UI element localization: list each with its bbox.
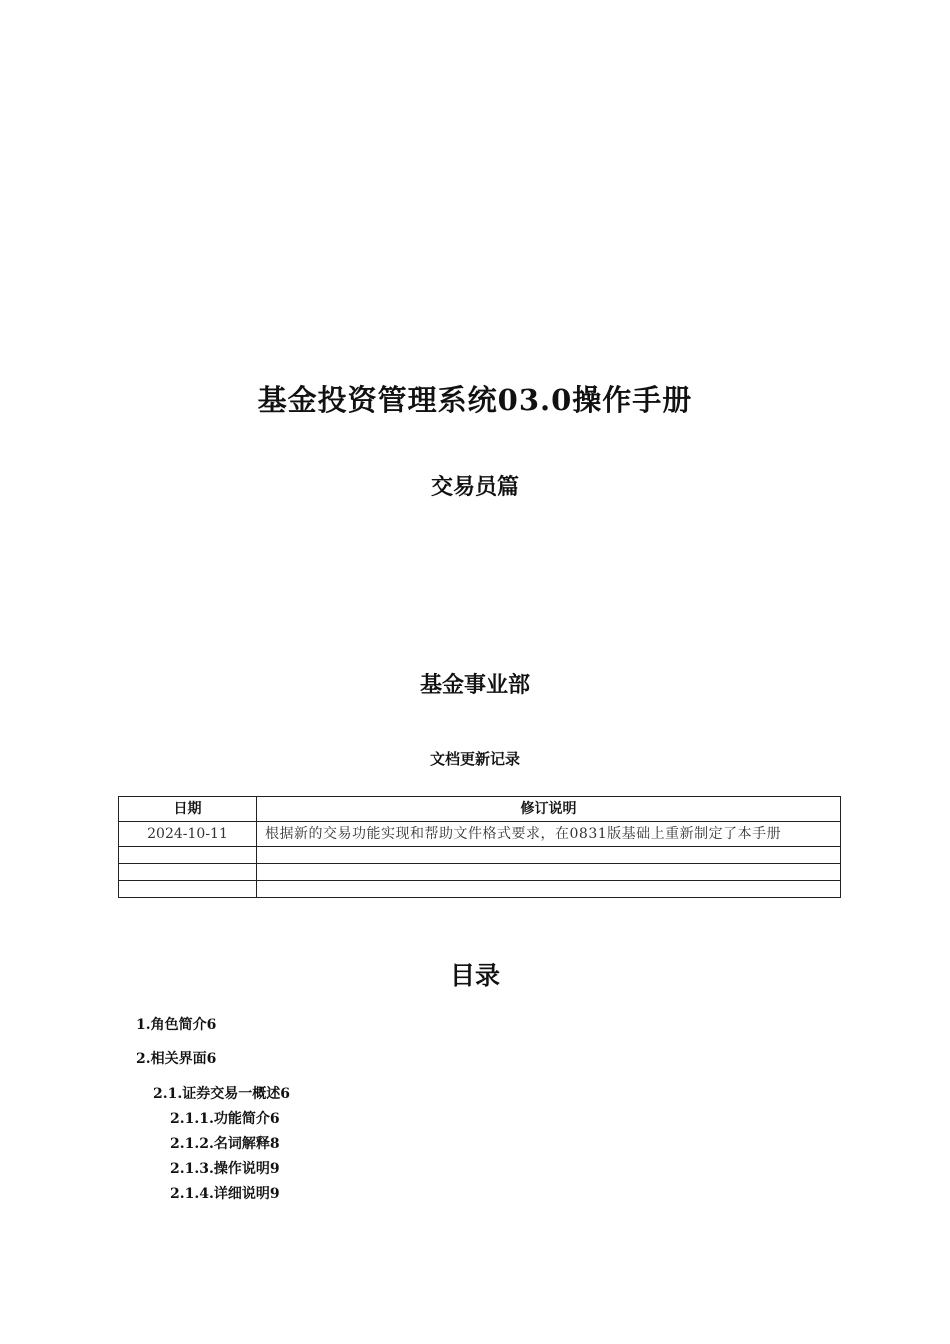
revision-record-title: 文档更新记录 — [429, 750, 520, 768]
toc-title: 目录 — [449, 961, 500, 990]
revision-date — [119, 864, 257, 881]
revision-description — [257, 881, 841, 898]
revision-date — [119, 881, 257, 898]
revision-row — [119, 864, 841, 881]
revision-description — [257, 847, 841, 864]
toc-item[interactable]: 2.1.3.操作说明9 — [170, 1161, 280, 1177]
toc-item[interactable]: 2.1.1.功能简介6 — [170, 1111, 280, 1127]
date-column-header: 日期 — [119, 797, 257, 822]
toc-item[interactable]: 2.1.证券交易一概述6 — [153, 1086, 290, 1102]
toc-item[interactable]: 2.1.4.详细说明9 — [170, 1186, 280, 1202]
document-title: 基金投资管理系统03.0操作手册 — [257, 383, 693, 417]
revision-date: 2024-10-11 — [119, 822, 257, 847]
toc-item[interactable]: 1.角色简介6 — [136, 1017, 217, 1033]
revision-row — [119, 822, 841, 847]
document-subtitle: 交易员篇 — [430, 474, 519, 500]
revision-table — [118, 796, 841, 898]
toc-item[interactable]: 2.相关界面6 — [136, 1051, 217, 1067]
revision-description: 根据新的交易功能实现和帮助文件格式要求，在0831版基础上重新制定了本手册 — [257, 822, 841, 847]
toc-item[interactable]: 2.1.2.名词解释8 — [170, 1136, 280, 1152]
revision-table-header — [119, 797, 841, 822]
department-name: 基金事业部 — [419, 672, 530, 698]
revision-description — [257, 864, 841, 881]
description-column-header: 修订说明 — [257, 797, 841, 822]
revision-row — [119, 847, 841, 864]
revision-date — [119, 847, 257, 864]
revision-row — [119, 881, 841, 898]
